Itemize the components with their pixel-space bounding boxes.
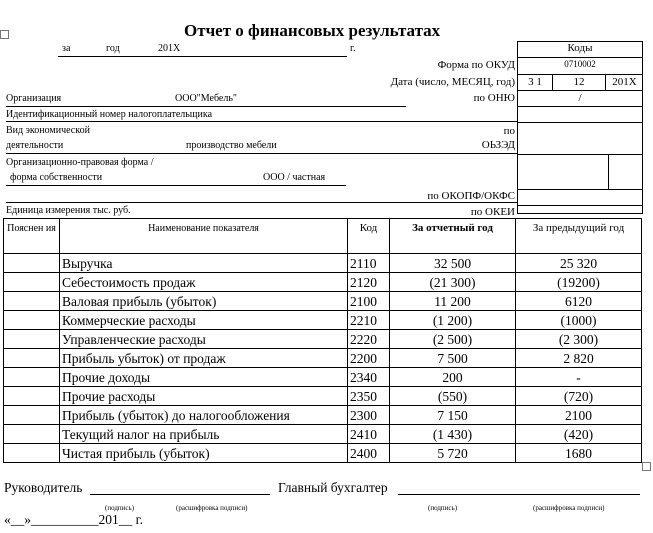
previous-year-value[interactable]: 6120 (516, 292, 642, 311)
indicator-code[interactable]: 2220 (348, 330, 390, 349)
current-year-value[interactable]: (1 200) (390, 311, 516, 330)
col-name-header: Наименование показателя (60, 219, 348, 254)
activity-label-1: Вид экономической (6, 125, 90, 136)
col-code-header: Код (348, 219, 390, 254)
col-current-header: За отчетный год (390, 219, 516, 254)
table-row (4, 368, 642, 387)
indicator-name[interactable]: Прибыль убыток) от продаж (60, 349, 348, 368)
current-year-value[interactable]: (1 430) (390, 425, 516, 444)
notes-cell[interactable] (4, 273, 60, 292)
indicator-name[interactable]: Прочие доходы (60, 368, 348, 387)
table-move-handle[interactable] (0, 30, 9, 39)
period-suffix: г. (350, 43, 356, 54)
previous-year-value[interactable]: - (516, 368, 642, 387)
previous-year-value[interactable]: (19200) (516, 273, 642, 292)
form-label-1: Организационно-правовая форма / (6, 157, 154, 168)
date-day[interactable]: 3 1 (528, 76, 542, 88)
notes-cell[interactable] (4, 292, 60, 311)
okpo-label: по ОНЮ (473, 92, 515, 104)
period-underline (58, 56, 347, 57)
notes-cell[interactable] (4, 444, 60, 463)
table-row (4, 349, 642, 368)
previous-year-value[interactable]: 1680 (516, 444, 642, 463)
table-row (4, 273, 642, 292)
head-sign-hint: (подпись) (105, 504, 135, 512)
accountant-signature-label: Главный бухгалтер (278, 480, 388, 495)
indicator-name[interactable]: Валовая прибыль (убыток) (60, 292, 348, 311)
previous-year-value[interactable]: 25 320 (516, 254, 642, 273)
okei-label: по ОКЕИ (470, 206, 515, 218)
okud-value[interactable]: 0710002 (564, 59, 596, 69)
table-header-row (4, 219, 642, 254)
okpo-value[interactable]: / (578, 92, 582, 104)
okud-label: Форма по ОКУД (437, 59, 515, 71)
indicator-code[interactable]: 2350 (348, 387, 390, 406)
page-title: Отчет о финансовых результатах (184, 21, 441, 40)
date-year[interactable]: 201X (612, 76, 637, 88)
current-year-value[interactable]: (21 300) (390, 273, 516, 292)
head-signature-label: Руководитель (4, 480, 83, 495)
notes-cell[interactable] (4, 330, 60, 349)
indicator-code[interactable]: 2200 (348, 349, 390, 368)
previous-year-value[interactable]: (420) (516, 425, 642, 444)
signature-date[interactable]: «__»__________201__ г. (4, 512, 144, 527)
table-row (4, 292, 642, 311)
form-value[interactable]: ООО / частная (263, 172, 326, 183)
period-year-label: год (106, 43, 120, 54)
indicator-name[interactable]: Себестоимость продаж (60, 273, 348, 292)
period-year: 201X (158, 43, 181, 54)
indicator-name[interactable]: Чистая прибыль (убыток) (60, 444, 348, 463)
table-row (4, 406, 642, 425)
indicator-name[interactable]: Коммерческие расходы (60, 311, 348, 330)
previous-year-value[interactable]: (1000) (516, 311, 642, 330)
notes-cell[interactable] (4, 406, 60, 425)
date-month[interactable]: 12 (573, 76, 585, 88)
table-resize-handle[interactable] (642, 462, 651, 471)
notes-cell[interactable] (4, 425, 60, 444)
current-year-value[interactable]: 7 500 (390, 349, 516, 368)
okopf-label: по ОКОПФ/ОКФС (427, 190, 515, 202)
col-prev-header: За предыдущий год (516, 219, 642, 254)
previous-year-value[interactable]: 2 820 (516, 349, 642, 368)
indicator-code[interactable]: 2100 (348, 292, 390, 311)
indicator-code[interactable]: 2300 (348, 406, 390, 425)
indicator-name[interactable]: Выручка (60, 254, 348, 273)
notes-cell[interactable] (4, 254, 60, 273)
unit-label: Единица измерения тыс. руб. (6, 205, 131, 216)
table-row (4, 254, 642, 273)
org-name[interactable]: ООО"Мебель" (175, 93, 237, 104)
period-prefix: за (62, 43, 71, 54)
okved-label-2: ОЬЗЭД (481, 139, 515, 151)
current-year-value[interactable]: (550) (390, 387, 516, 406)
indicator-name[interactable]: Управленческие расходы (60, 330, 348, 349)
current-year-value[interactable]: 7 150 (390, 406, 516, 425)
notes-cell[interactable] (4, 387, 60, 406)
inn-label: Идентификационный номер налогоплательщика (6, 109, 213, 120)
form-label-2: форма собственности (10, 172, 103, 183)
indicator-name[interactable]: Прибыль (убыток) до налогообложения (60, 406, 348, 425)
indicator-code[interactable]: 2120 (348, 273, 390, 292)
indicator-code[interactable]: 2340 (348, 368, 390, 387)
accountant-signature-line[interactable] (398, 494, 640, 495)
indicator-name[interactable]: Текущий налог на прибыль (60, 425, 348, 444)
current-year-value[interactable]: 200 (390, 368, 516, 387)
table-row (4, 425, 642, 444)
table-row (4, 444, 642, 463)
table-row (4, 387, 642, 406)
org-label: Организация (6, 93, 62, 104)
activity-value[interactable]: производство мебели (186, 140, 277, 151)
accountant-sign-hint: (подпись) (428, 504, 458, 512)
current-year-value[interactable]: 5 720 (390, 444, 516, 463)
current-year-value[interactable]: (2 500) (390, 330, 516, 349)
col-notes-header: Пояснен ия (4, 219, 60, 254)
previous-year-value[interactable]: (720) (516, 387, 642, 406)
previous-year-value[interactable]: (2 300) (516, 330, 642, 349)
current-year-value[interactable]: 32 500 (390, 254, 516, 273)
current-year-value[interactable]: 11 200 (390, 292, 516, 311)
head-signature-line[interactable] (90, 494, 270, 495)
okved-label-1: по (503, 125, 515, 137)
table-row (4, 330, 642, 349)
indicator-code[interactable]: 2400 (348, 444, 390, 463)
indicator-code[interactable]: 2210 (348, 311, 390, 330)
accountant-decode-hint: (расшифровка подписи) (533, 504, 605, 512)
indicator-name[interactable]: Прочие расходы (60, 387, 348, 406)
activity-label-2: деятельности (6, 140, 64, 151)
indicator-code[interactable]: 2110 (348, 254, 390, 273)
codes-header: Коды (567, 42, 593, 54)
notes-cell[interactable] (4, 311, 60, 330)
table-row (4, 311, 642, 330)
financial-results-table (3, 218, 642, 463)
date-label: Дата (число, МЕСЯЦ, год) (390, 76, 515, 88)
indicator-code[interactable]: 2410 (348, 425, 390, 444)
notes-cell[interactable] (4, 368, 60, 387)
head-decode-hint: (расшифровка подписи) (176, 504, 248, 512)
notes-cell[interactable] (4, 349, 60, 368)
previous-year-value[interactable]: 2100 (516, 406, 642, 425)
